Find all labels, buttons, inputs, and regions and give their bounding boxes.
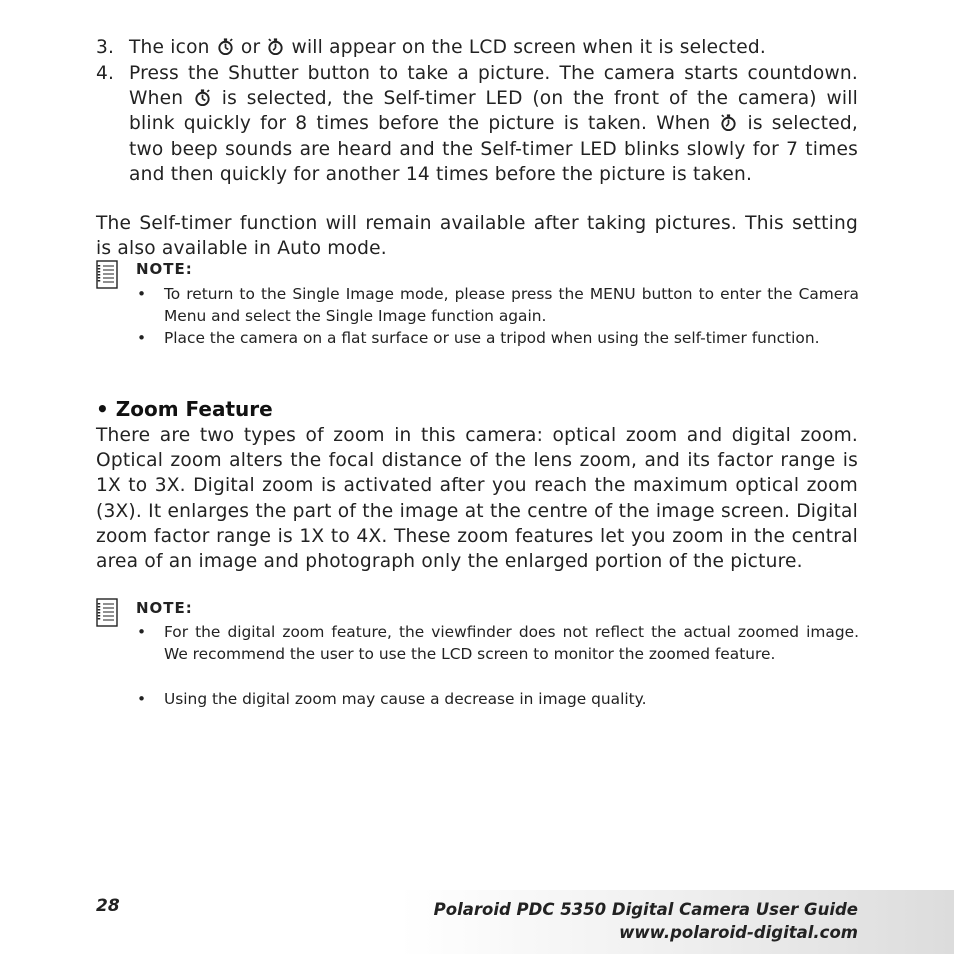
step-text: is selected, two beep sounds are heard and the Self-timer LED blinks slowly for 7 times and then quickly for another 14 times before the picture is taken. — [129, 113, 858, 185]
step-text: will appear on the LCD screen when it is selected. — [285, 37, 766, 58]
bullet-text: Using the digital zoom may cause a decrease in image quality. — [164, 690, 647, 708]
footer-url: www.polaroid-digital.com — [619, 923, 858, 942]
step-text: or — [234, 37, 267, 58]
footer-title: Polaroid PDC 5350 Digital Camera User Guide — [433, 900, 858, 919]
bullet-text: Place the camera on a flat surface or use a tripod when using the self-timer function. — [164, 329, 820, 347]
bullet-text: To return to the Single Image mode, please press the MENU button to enter the Camera Menu and select the Single Image function again. — [164, 285, 859, 325]
note-bullet — [137, 621, 859, 665]
step-number: 4. — [96, 63, 115, 84]
note-pad-icon — [96, 260, 118, 290]
bullet-dot: • — [137, 623, 147, 641]
note-label: NOTE: — [136, 260, 193, 278]
step-number: 3. — [96, 37, 115, 58]
step-3 — [96, 35, 858, 60]
bullet-dot: • — [137, 690, 147, 708]
self-timer-2s-icon — [266, 37, 285, 56]
note-pad-icon — [96, 598, 118, 628]
self-timer-2s-icon — [719, 113, 738, 132]
note-bullet — [137, 688, 859, 710]
section-heading: • Zoom Feature — [96, 397, 273, 421]
bullet-text: For the digital zoom feature, the viewfinder does not reflect the actual zoomed image. We recommend the user to use the LCD screen to monitor the zoomed feature. — [164, 623, 859, 663]
bullet-dot: • — [137, 285, 147, 303]
self-timer-10s-icon — [216, 37, 235, 56]
note-bullet — [137, 327, 859, 349]
step-text: The icon — [129, 37, 216, 58]
self-timer-10s-icon — [193, 88, 212, 107]
footer-title-block — [434, 898, 858, 944]
step-4 — [96, 61, 858, 187]
page-number: 28 — [96, 896, 120, 916]
note-label: NOTE: — [136, 599, 193, 617]
zoom-paragraph: There are two types of zoom in this camera: optical zoom and digital zoom. Optical zoom alters the focal distance of the lens zoom, and its factor range is 1X to 3X. Digital zoom is activated after you reach the maximum optical zoom (3X). It enlarges the part of the image at the centre of the image screen. Digital zoom factor range is 1X to 4X. These zoom features let you zoom in the central area of an image and photograph only the enlarged portion of the picture. — [96, 425, 858, 573]
self-timer-paragraph: The Self-timer function will remain available after taking pictures. This setting is also available in Auto mode. — [96, 213, 858, 260]
step-text: Press the Shutter button to take a picture. The camera starts countdown. When — [129, 63, 858, 110]
note-bullet — [137, 283, 859, 327]
step-text: is selected, the Self-timer LED (on the front of the camera) will blink quickly for 8 times before the picture is taken. When — [129, 88, 858, 135]
bullet-dot: • — [137, 329, 147, 347]
